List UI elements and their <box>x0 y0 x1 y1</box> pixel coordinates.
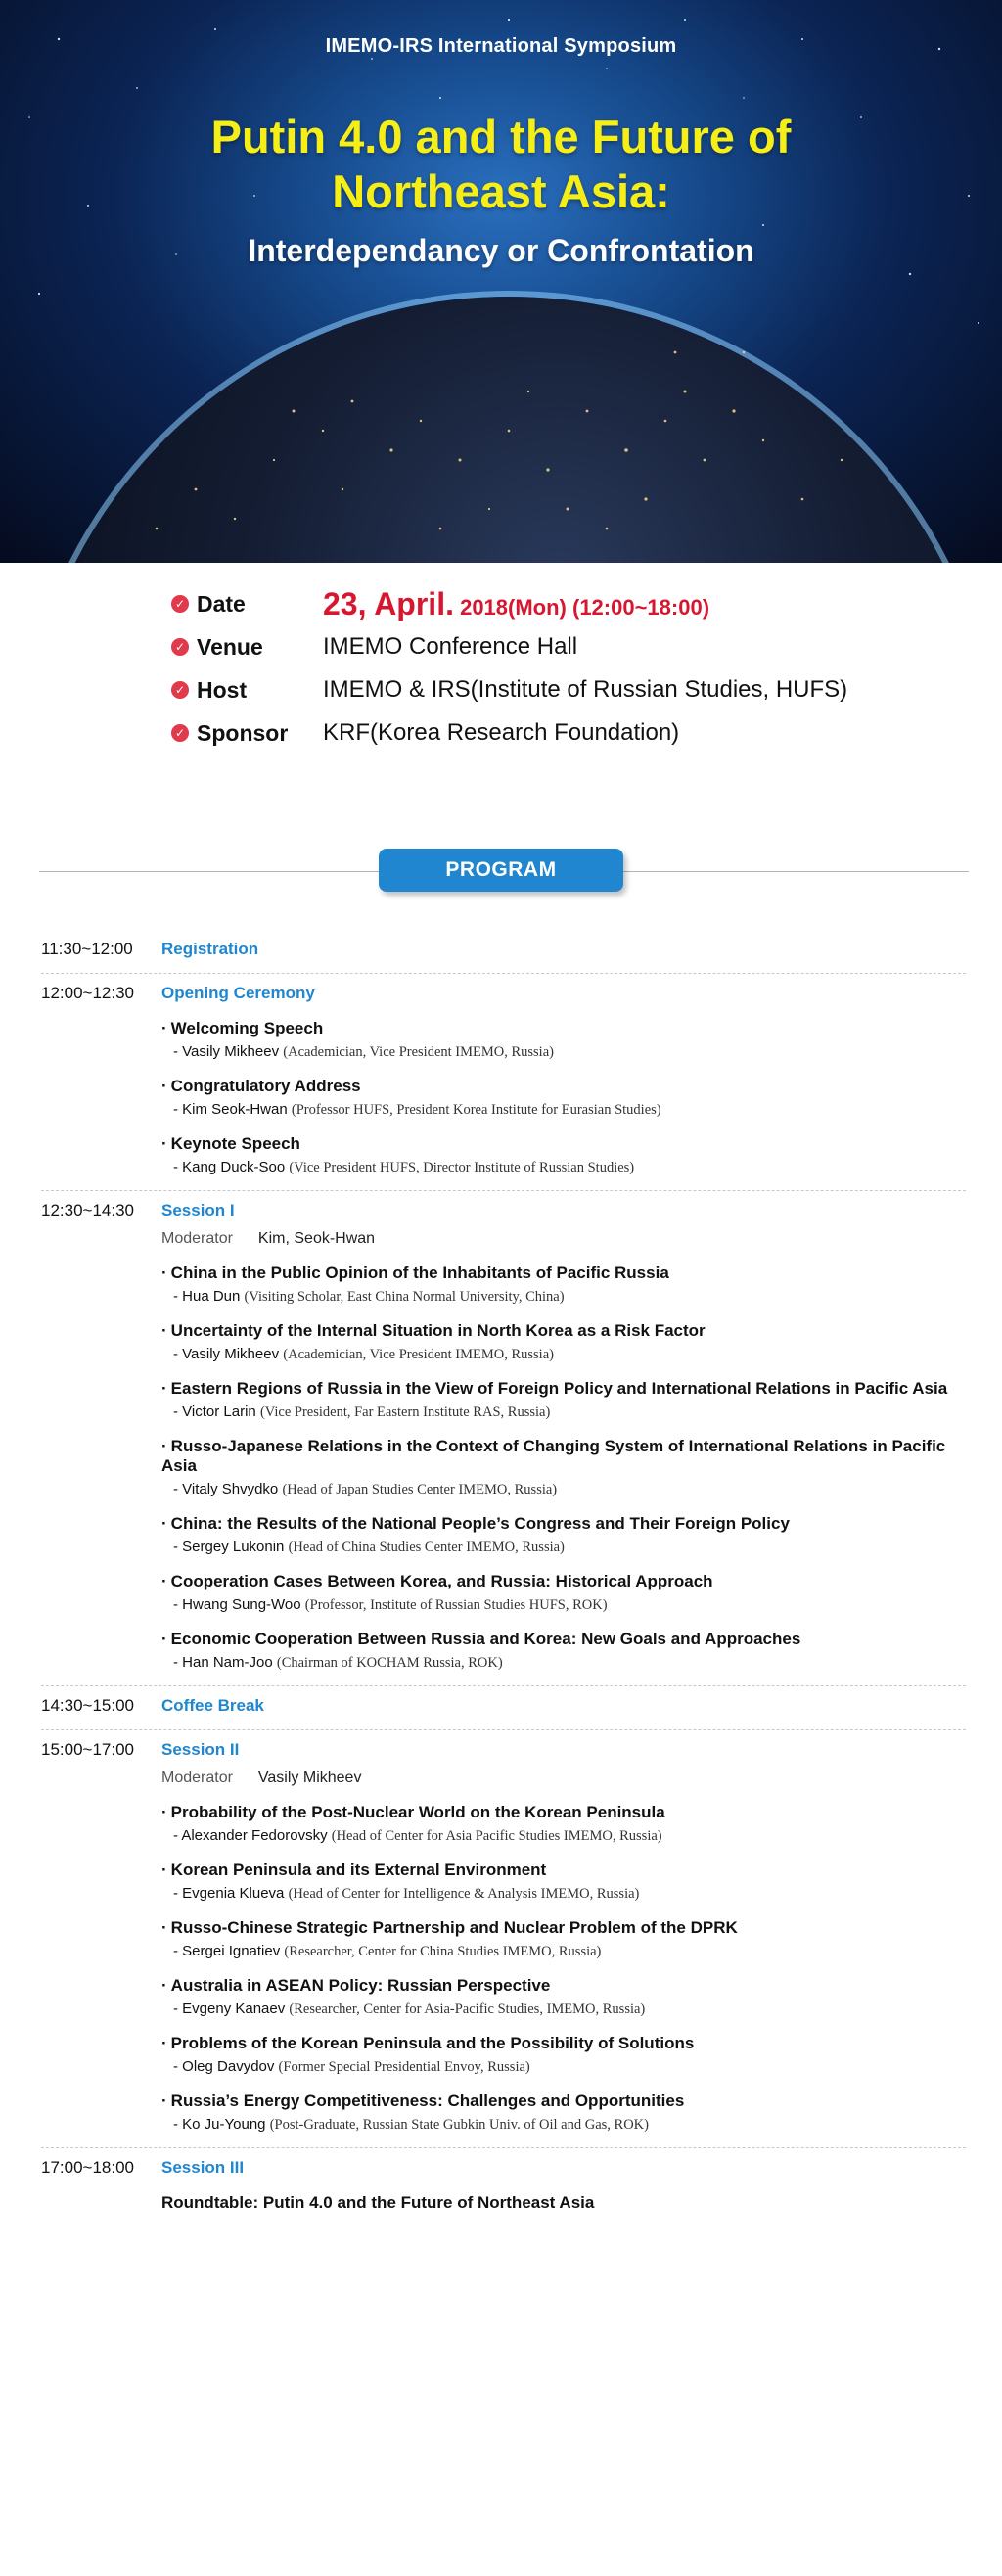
talk-title: Uncertainty of the Internal Situation in North Korea as a Risk Factor <box>170 1321 706 1340</box>
speaker-affiliation: (Academician, Vice President IMEMO, Russia) <box>283 1044 554 1060</box>
speaker-affiliation: (Professor HUFS, President Korea Institute for Eurasian Studies) <box>291 1102 661 1118</box>
speaker-affiliation: (Head of Japan Studies Center IMEMO, Russia) <box>282 1482 558 1497</box>
hero-banner <box>0 0 1002 563</box>
moderator-row <box>161 1230 966 1248</box>
sponsor-label: Sponsor <box>197 719 289 746</box>
time-slot: 12:00~12:30 <box>41 984 135 1002</box>
talk-title: Korean Peninsula and its External Environment <box>170 1861 547 1879</box>
schedule-block-registration <box>41 930 966 974</box>
speaker-affiliation: (Visiting Scholar, East China Normal University, China) <box>244 1289 565 1305</box>
talk-title: China: the Results of the National People’s Congress and Their Foreign Policy <box>170 1514 790 1533</box>
info-row-date <box>171 582 915 625</box>
speaker-affiliation: (Professor, Institute of Russian Studies HUFS, ROK) <box>304 1597 608 1613</box>
speaker-name: - Vasily Mikheev <box>173 1346 280 1362</box>
talk-item: · Cooperation Cases Between Korea, and Russia: Historical Approach - Hwang Sung-Woo (Professor, Institute of Russian Studies HUFS, ROK) <box>161 1572 713 1613</box>
time-slot: 14:30~15:00 <box>41 1696 135 1715</box>
speaker-name: - Alexander Fedorovsky <box>173 1827 328 1844</box>
talk-title: Russia’s Energy Competitiveness: Challenges and Opportunities <box>170 2092 685 2110</box>
title-line-1: Putin 4.0 and the Future of <box>210 111 792 162</box>
speaker-name: - Kang Duck-Soo <box>173 1159 286 1175</box>
time-slot: 15:00~17:00 <box>41 1740 135 1759</box>
date-value <box>323 586 709 622</box>
time-slot: 17:00~18:00 <box>41 2158 135 2177</box>
talk-title: Russo-Chinese Strategic Partnership and Nuclear Problem of the DPRK <box>170 1918 738 1937</box>
time-slot: 12:30~14:30 <box>41 1201 135 1219</box>
sponsor-value: KRF(Korea Research Foundation) <box>323 719 680 746</box>
talk-item: · Probability of the Post-Nuclear World on the Korean Peninsula - Alexander Fedorovsky (Head of Center for Asia Pacific Studies IMEMO, Russia) <box>161 1803 665 1844</box>
schedule-block-session-3 <box>41 2148 966 2227</box>
talk-title: Problems of the Korean Peninsula and the Possibility of Solutions <box>170 2034 695 2052</box>
info-row-venue <box>171 625 915 668</box>
date-label: Date <box>197 590 246 617</box>
session-name: Opening Ceremony <box>161 984 315 1002</box>
speaker-affiliation: (Academician, Vice President IMEMO, Russia) <box>283 1347 554 1362</box>
speaker-name: - Oleg Davydov <box>173 2058 275 2075</box>
speaker-name: - Vitaly Shvydko <box>173 1481 279 1497</box>
check-circle-icon: ✓ <box>171 681 189 699</box>
speaker-affiliation: (Former Special Presidential Envoy, Russia) <box>278 2059 530 2075</box>
moderator-label: Moderator <box>161 1770 233 1786</box>
info-row-host <box>171 668 915 712</box>
speaker-name: - Hua Dun <box>173 1288 241 1305</box>
talk-title: Congratulatory Address <box>170 1077 361 1095</box>
talk-title: China in the Public Opinion of the Inhabitants of Pacific Russia <box>170 1264 669 1282</box>
session-name: Coffee Break <box>161 1696 264 1715</box>
info-row-sponsor <box>171 712 915 755</box>
speaker-affiliation: (Researcher, Center for China Studies IMEMO, Russia) <box>284 1944 602 1959</box>
talk-title: Australia in ASEAN Policy: Russian Perspective <box>170 1976 551 1995</box>
speaker-affiliation: (Post-Graduate, Russian State Gubkin Univ. of Oil and Gas, ROK) <box>269 2117 649 2133</box>
talk-item: · Congratulatory Address - Kim Seok-Hwan (Professor HUFS, President Korea Institute for Eurasian Studies) <box>161 1077 661 1118</box>
talk-item: · Korean Peninsula and its External Environment - Evgenia Klueva (Head of Center for Intelligence & Analysis IMEMO, Russia) <box>161 1861 640 1902</box>
host-label: Host <box>197 676 248 703</box>
talk-item: · China in the Public Opinion of the Inhabitants of Pacific Russia - Hua Dun (Visiting Scholar, East China Normal University, China) <box>161 1264 669 1305</box>
speaker-affiliation: (Head of China Studies Center IMEMO, Russia) <box>288 1540 565 1555</box>
speaker-affiliation: (Vice President HUFS, Director Institute of Russian Studies) <box>289 1160 635 1175</box>
moderator-name: Vasily Mikheev <box>257 1770 362 1786</box>
moderator-label: Moderator <box>161 1230 233 1247</box>
talk-title: Keynote Speech <box>170 1134 300 1153</box>
date-rest: 2018(Mon) (12:00~18:00) <box>453 594 710 620</box>
speaker-name: - Sergey Lukonin <box>173 1539 285 1555</box>
check-circle-icon: ✓ <box>171 638 189 656</box>
speaker-name: - Hwang Sung-Woo <box>173 1596 301 1613</box>
session-name: Registration <box>161 940 259 958</box>
page-title <box>0 110 1002 219</box>
speaker-name: - Han Nam-Joo <box>173 1654 273 1671</box>
talk-title: Eastern Regions of Russia in the View of Foreign Policy and International Relations in Pacific Asia <box>170 1379 948 1398</box>
schedule-block-opening <box>41 974 966 1191</box>
session-name: Session III <box>161 2158 245 2177</box>
speaker-name: - Vasily Mikheev <box>173 1043 280 1060</box>
speaker-name: - Kim Seok-Hwan <box>173 1101 288 1118</box>
session-name: Session I <box>161 1201 235 1219</box>
speaker-affiliation: (Researcher, Center for Asia-Pacific Studies, IMEMO, Russia) <box>289 2001 646 2017</box>
title-line-2: Northeast Asia: <box>332 165 670 217</box>
check-circle-icon: ✓ <box>171 595 189 613</box>
talk-item: · Uncertainty of the Internal Situation in North Korea as a Risk Factor - Vasily Mikheev (Academician, Vice President IMEMO, Russia) <box>161 1321 706 1362</box>
speaker-name: - Evgeny Kanaev <box>173 2001 286 2017</box>
speaker-name: - Evgenia Klueva <box>173 1885 285 1902</box>
symposium-label: IMEMO-IRS International Symposium <box>325 35 677 57</box>
talk-item: · China: the Results of the National People’s Congress and Their Foreign Policy - Sergey Lukonin (Head of China Studies Center IMEMO, Russia) <box>161 1514 790 1555</box>
talk-item: · Economic Cooperation Between Russia and Korea: New Goals and Approaches - Han Nam-Joo (Chairman of KOCHAM Russia, ROK) <box>161 1630 801 1671</box>
event-info <box>171 582 915 755</box>
program-button[interactable]: PROGRAM <box>379 849 623 892</box>
talk-item: · Russo-Japanese Relations in the Context of Changing System of International Relations in Pacific Asia - Vitaly Shvydko (Head of Japan Studies Center IMEMO, Russia) <box>161 1437 946 1497</box>
speaker-name: - Sergei Ignatiev <box>173 1943 281 1959</box>
moderator-name: Kim, Seok-Hwan <box>257 1230 376 1247</box>
program-schedule <box>41 930 966 2227</box>
schedule-block-session-1 <box>41 1191 966 1686</box>
speaker-affiliation: (Head of Center for Intelligence & Analysis IMEMO, Russia) <box>288 1886 640 1902</box>
speaker-name: - Victor Larin <box>173 1403 256 1420</box>
talk-item: · Russo-Chinese Strategic Partnership and Nuclear Problem of the DPRK - Sergei Ignatiev (Researcher, Center for China Studies IMEMO, Russia) <box>161 1918 738 1959</box>
talk-title: Probability of the Post-Nuclear World on the Korean Peninsula <box>170 1803 665 1821</box>
page-subtitle: Interdependancy or Confrontation <box>248 233 754 268</box>
venue-value: IMEMO Conference Hall <box>323 633 578 660</box>
talk-title: Welcoming Speech <box>170 1019 324 1037</box>
speaker-affiliation: (Vice President, Far Eastern Institute RAS, Russia) <box>259 1404 551 1420</box>
schedule-block-coffee <box>41 1686 966 1730</box>
talk-title: Russo-Japanese Relations in the Context of Changing System of International Relations in Pacific Asia <box>161 1437 946 1475</box>
talk-item: · Problems of the Korean Peninsula and the Possibility of Solutions - Oleg Davydov (Former Special Presidential Envoy, Russia) <box>161 2034 695 2075</box>
session-name: Session II <box>161 1740 240 1759</box>
earth-at-night-image <box>0 0 1002 563</box>
speaker-affiliation: (Chairman of KOCHAM Russia, ROK) <box>276 1655 503 1671</box>
date-main: 23, April. <box>323 585 454 621</box>
time-slot: 11:30~12:00 <box>41 940 133 958</box>
talk-item: · Eastern Regions of Russia in the View of Foreign Policy and International Relations in Pacific Asia - Victor Larin (Vice President, Far Eastern Institute RAS, Russia) <box>161 1379 948 1420</box>
talk-title: Cooperation Cases Between Korea, and Russia: Historical Approach <box>170 1572 713 1590</box>
moderator-row <box>161 1770 966 1787</box>
check-circle-icon: ✓ <box>171 724 189 742</box>
talk-item: · Keynote Speech - Kang Duck-Soo (Vice President HUFS, Director Institute of Russian Studies) <box>161 1134 635 1175</box>
venue-label: Venue <box>197 633 263 660</box>
talk-item: · Russia’s Energy Competitiveness: Challenges and Opportunities - Ko Ju-Young (Post-Graduate, Russian State Gubkin Univ. of Oil and Gas, ROK) <box>161 2092 685 2133</box>
talk-title: Economic Cooperation Between Russia and Korea: New Goals and Approaches <box>170 1630 801 1648</box>
roundtable-title: Roundtable: Putin 4.0 and the Future of Northeast Asia <box>161 2193 595 2212</box>
program-header <box>39 849 969 894</box>
speaker-affiliation: (Head of Center for Asia Pacific Studies IMEMO, Russia) <box>331 1828 662 1844</box>
talk-item: · Welcoming Speech - Vasily Mikheev (Academician, Vice President IMEMO, Russia) <box>161 1019 554 1060</box>
schedule-block-session-2 <box>41 1730 966 2148</box>
host-value: IMEMO & IRS(Institute of Russian Studies, HUFS) <box>323 676 848 703</box>
talk-item: · Australia in ASEAN Policy: Russian Perspective - Evgeny Kanaev (Researcher, Center for Asia-Pacific Studies, IMEMO, Russia) <box>161 1976 646 2017</box>
speaker-name: - Ko Ju-Young <box>173 2116 266 2133</box>
